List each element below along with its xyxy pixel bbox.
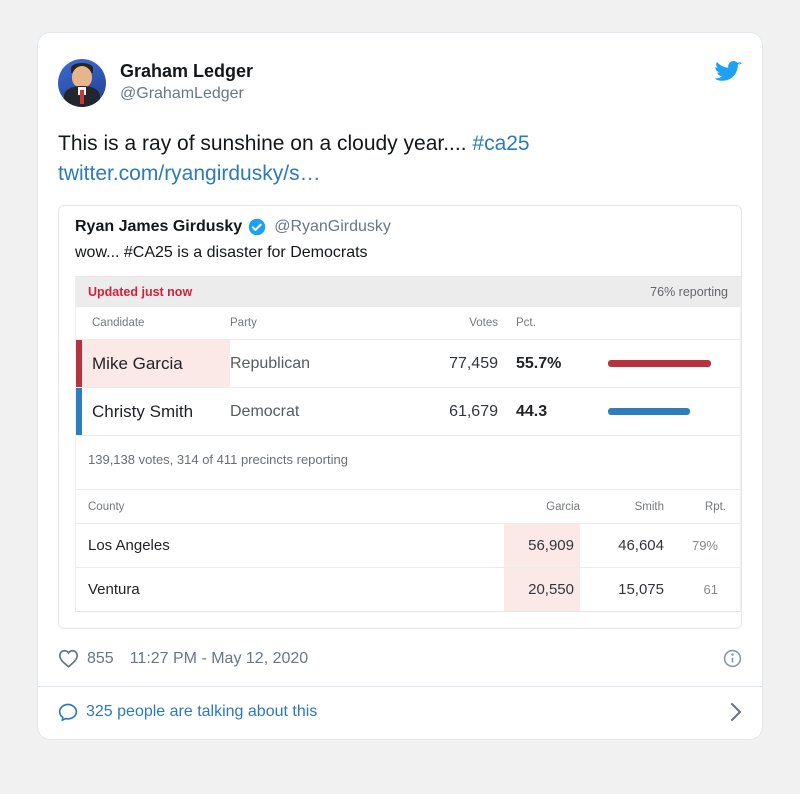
county-garcia-votes: 20,550 <box>504 568 580 611</box>
pct-bar-garcia <box>608 360 711 367</box>
twitter-bird-icon[interactable] <box>715 61 742 83</box>
quoted-author-handle[interactable]: @RyanGirdusky <box>274 218 391 235</box>
col-votes: Votes <box>469 317 498 329</box>
county-row-los-angeles <box>76 523 740 567</box>
col-pct: Pct. <box>516 317 536 329</box>
like-count[interactable]: 855 <box>87 649 114 667</box>
tweet-text <box>58 129 742 189</box>
county-rpt: 61 <box>703 582 718 597</box>
quoted-tweet-text: wow... #CA25 is a disaster for Democrats <box>75 244 368 261</box>
candidate-pct: 55.7% <box>516 354 562 372</box>
county-smith-votes: 15,075 <box>618 581 664 598</box>
col-candidate: Candidate <box>92 317 145 329</box>
col-county: County <box>88 500 125 513</box>
county-name: Ventura <box>88 581 140 598</box>
tweet-card <box>37 32 763 740</box>
engagement-link[interactable]: 325 people are talking about this <box>86 703 318 720</box>
author-handle[interactable]: @GrahamLedger <box>120 85 244 102</box>
timestamp[interactable]: 11:27 PM - May 12, 2020 <box>129 649 309 667</box>
tweet-url-link[interactable]: twitter.com/ryangirdusky/s… <box>58 162 321 185</box>
county-rpt: 79% <box>691 538 718 553</box>
verified-badge-icon <box>248 218 266 236</box>
candidate-pct: 44.3 <box>516 402 548 420</box>
candidate-name: Mike Garcia <box>82 340 230 387</box>
candidate-row-garcia <box>76 339 740 387</box>
pct-bar-smith <box>608 408 690 415</box>
col-party: Party <box>230 317 257 329</box>
votes-summary: 139,138 votes, 314 of 411 precincts reporting <box>76 435 740 489</box>
engagement-bar[interactable] <box>38 687 762 739</box>
county-smith-votes: 46,604 <box>618 537 664 554</box>
quoted-tweet[interactable] <box>58 205 742 629</box>
reporting-label: 76% reporting <box>650 285 728 299</box>
avatar[interactable] <box>58 59 106 107</box>
quoted-author-name[interactable]: Ryan James Girdusky <box>75 218 243 235</box>
candidate-table-header <box>76 307 740 339</box>
county-row-ventura <box>76 567 740 611</box>
tweet-header <box>58 59 742 107</box>
county-garcia-votes: 56,909 <box>504 524 580 567</box>
avatar-face <box>72 66 92 88</box>
county-name: Los Angeles <box>88 537 170 554</box>
updated-label: Updated just now <box>88 285 193 299</box>
election-results-widget <box>75 276 741 612</box>
candidate-row-smith <box>76 387 740 435</box>
reply-bubble-icon <box>58 702 78 722</box>
candidate-party: Democrat <box>230 402 300 420</box>
author-name[interactable]: Graham Ledger <box>120 61 254 81</box>
col-rpt: Rpt. <box>704 500 726 513</box>
info-icon[interactable] <box>723 649 742 668</box>
candidate-votes: 61,679 <box>449 402 498 420</box>
col-smith: Smith <box>634 500 664 513</box>
tweet-footer <box>58 629 742 686</box>
avatar-tie <box>80 90 84 104</box>
chevron-right-icon[interactable] <box>730 702 742 722</box>
county-table-header <box>76 489 740 523</box>
hashtag-link[interactable]: #ca25 <box>472 132 530 155</box>
candidate-votes: 77,459 <box>449 354 498 372</box>
tweet-text-plain: This is a ray of sunshine on a cloudy year.... <box>58 132 473 155</box>
candidate-name: Christy Smith <box>92 401 194 421</box>
candidate-party: Republican <box>230 354 311 372</box>
like-heart-icon[interactable] <box>58 649 79 668</box>
col-garcia: Garcia <box>546 500 580 513</box>
results-status-bar <box>76 277 740 307</box>
